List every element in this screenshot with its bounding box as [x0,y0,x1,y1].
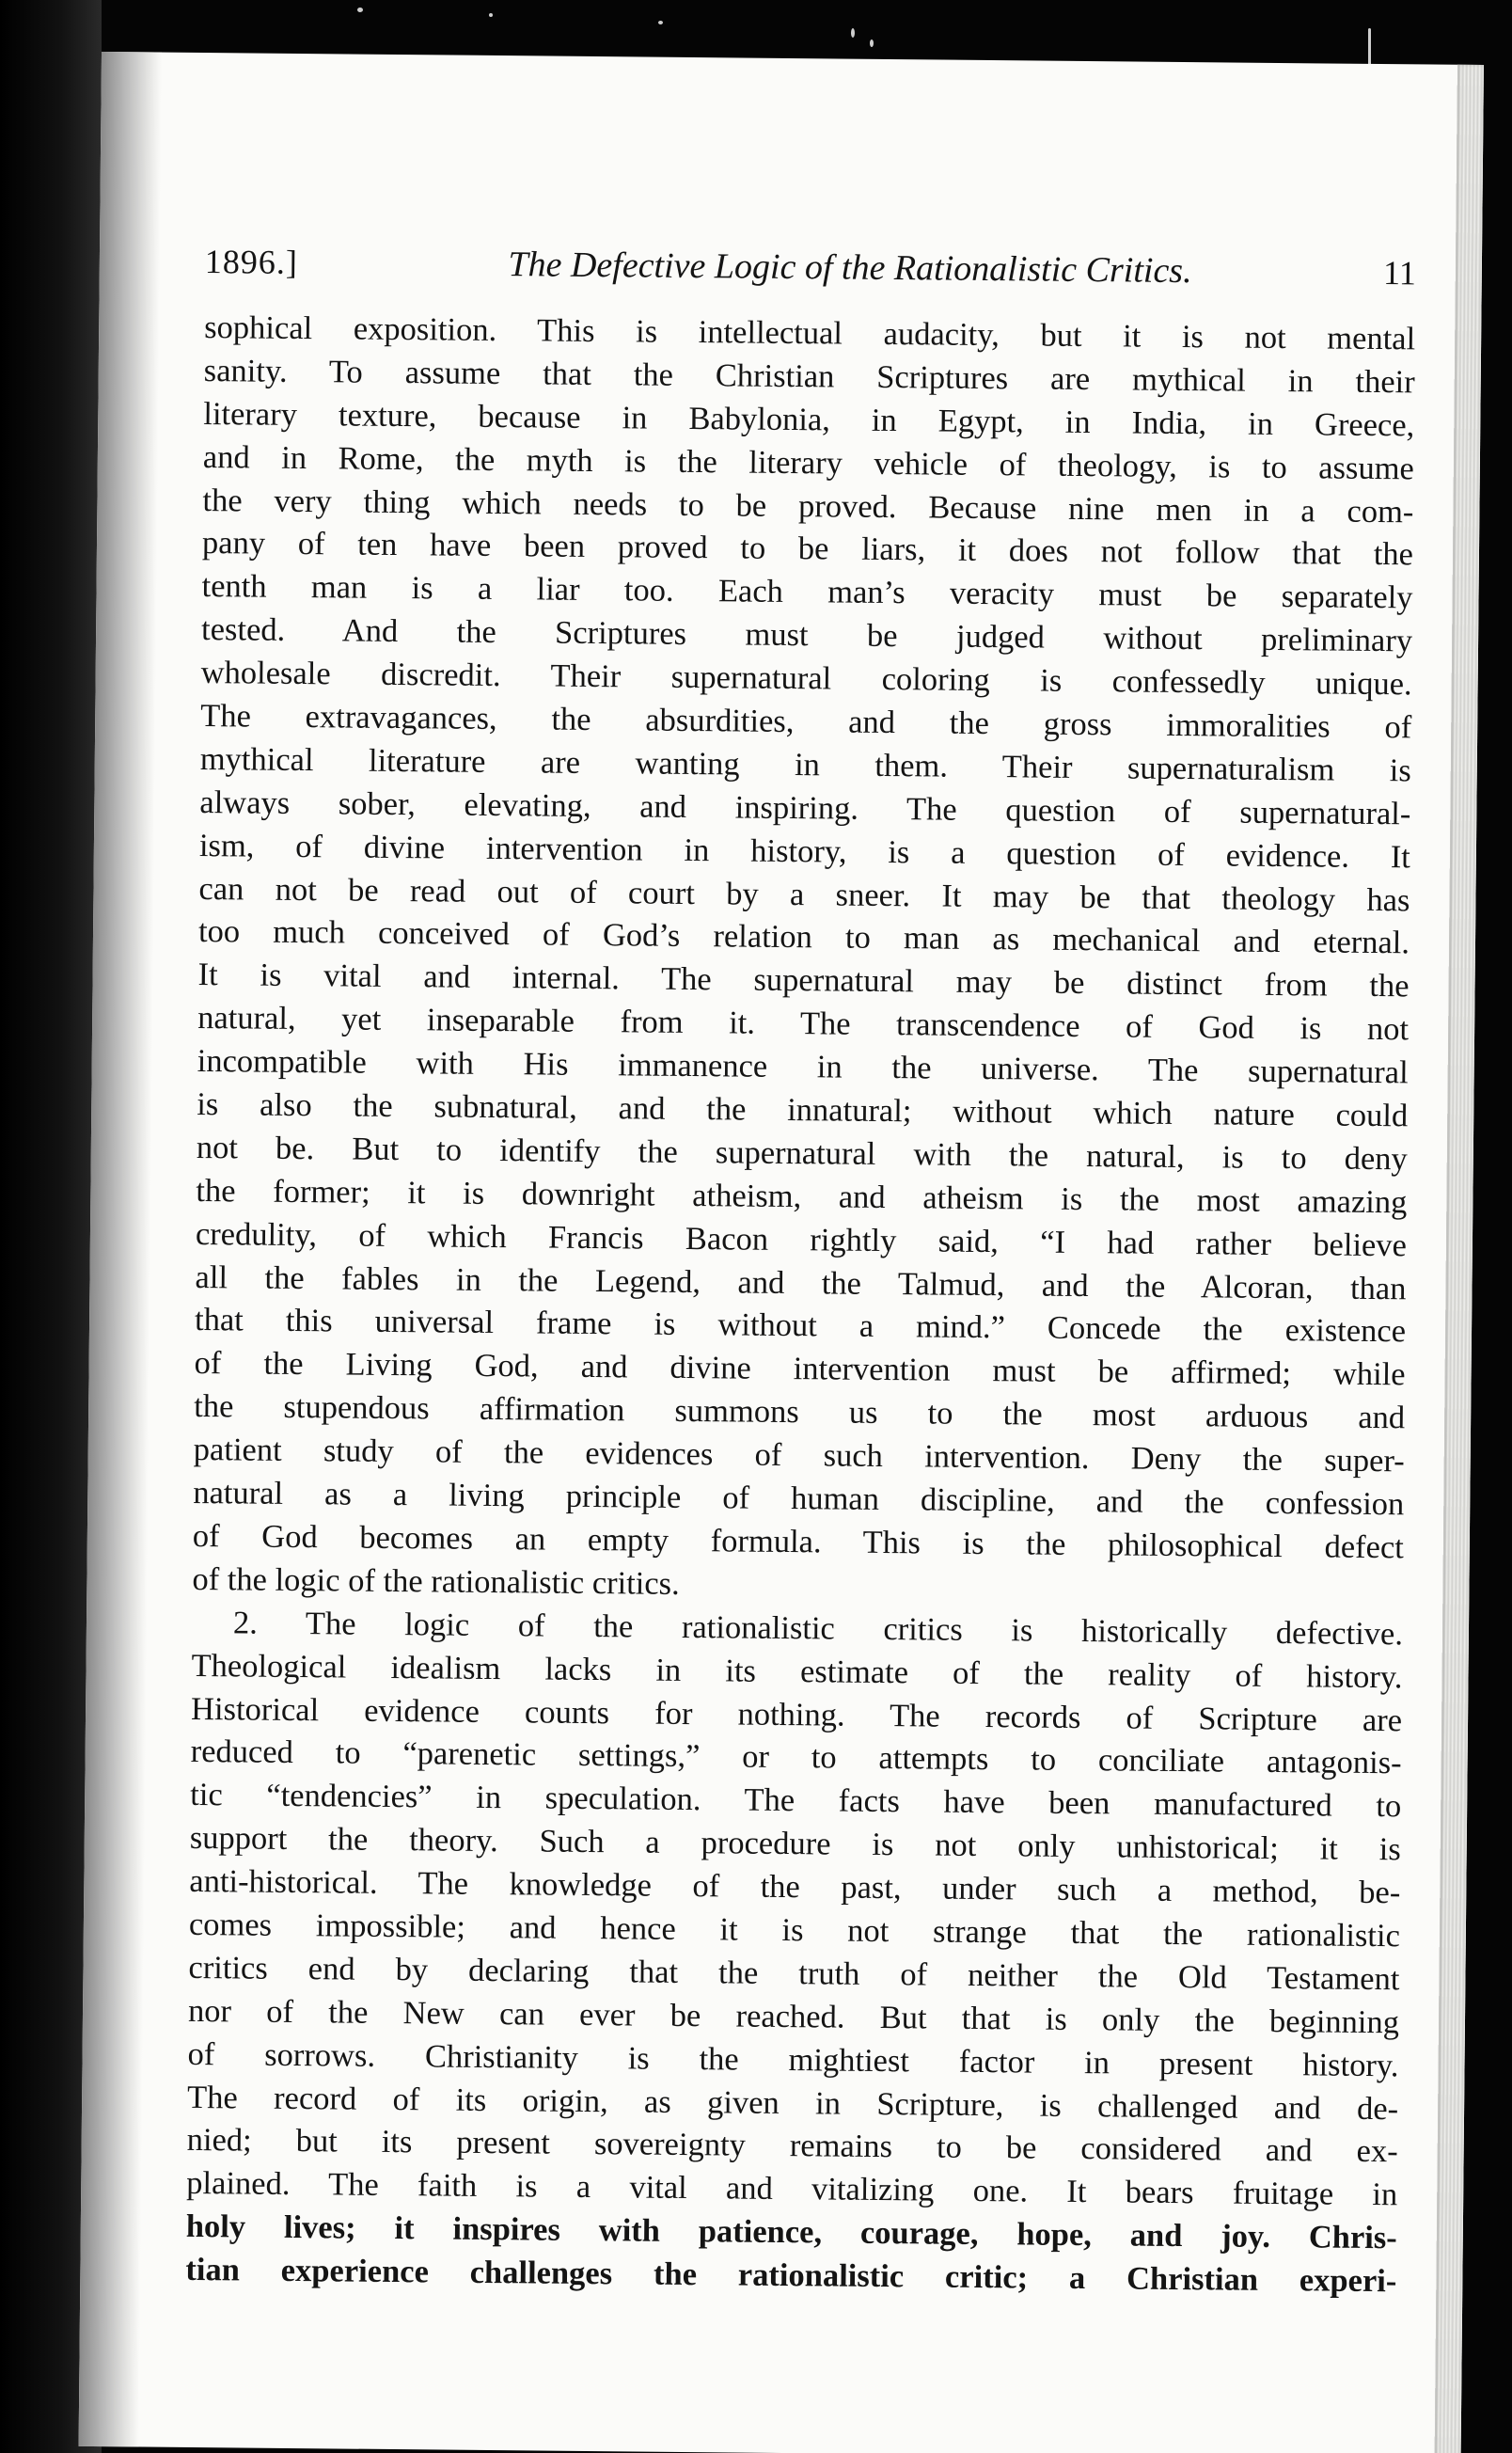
text-line: 2. The logic of the rationalistic critics is historically defective. [232,1605,1404,1653]
dust-speck [658,21,663,24]
text-line: The extravagances, the absurdities, and the gross immoralities of [200,698,1412,746]
text-line: the former; it is downright atheism, and atheism is the most amazing [196,1172,1408,1221]
text-line: tian experience challenges the rationalistic critic; a Christian experi- [185,2251,1397,2300]
text-line: support the theory. Such a procedure is not only unhistorical; it is [189,1820,1401,1868]
text-line: nied; but its present sovereignty remains to be considered and ex- [186,2122,1398,2170]
text-line: all the fables in the Legend, and the Talmud, and the Alcoran, than [195,1258,1407,1306]
text-line: literary texture, because in Babylonia, in Egypt, in India, in Greece, [203,395,1415,444]
text-line: pany of ten have been proved to be liars, it does not follow that the [201,525,1414,573]
text-line: the stupendous affirmation summons us to the most arduous and [194,1388,1406,1436]
text-line: of the logic of the rationalistic critics. [192,1560,680,1602]
text-line: tic “tendencies” in speculation. The facts have been manufactured to [190,1777,1402,1825]
dust-speck [357,8,363,12]
text-line: always sober, elevating, and inspiring. The question of supernatural- [199,783,1411,832]
text-line: ism, of divine intervention in history, is a question of evidence. It [198,827,1411,876]
paper-sheet [79,52,1484,2453]
text-line: can not be read out of court by a sneer. It may be that theology has [198,870,1410,918]
body-text [185,307,1415,2303]
text-line: nor of the New can ever be reached. But that is only the beginning [187,1992,1400,2041]
text-line: tested. And the Scriptures must be judged without preliminary [200,611,1413,659]
text-line: sophical exposition. This is intellectual audacity, but it is not mental [204,309,1416,357]
text-line: comes impossible; and hence it is not strange that the rationalistic [188,1906,1401,1954]
running-head [204,241,1416,312]
text-line: too much conceived of God’s relation to man as mechanical and eternal. [197,913,1410,961]
text-line: reduced to “parenetic settings,” or to attempts to conciliate antagonis- [190,1733,1402,1781]
text-line: wholesale discredit. Their supernatural coloring is confessedly unique. [200,655,1412,703]
text-line: that this universal frame is without a mind.” Concede the existence [194,1302,1407,1350]
text-line: patient study of the evidences of such intervention. Deny the super- [193,1432,1405,1480]
text-line: Historical evidence counts for nothing. The records of Scripture are [190,1690,1403,1738]
text-line: the very thing which needs to be proved. Because nine men in a com- [202,482,1414,530]
page-text-block [185,241,1416,2303]
text-line: and in Rome, the myth is the literary vehicle of theology, is to assume [202,438,1415,487]
text-line: is also the subnatural, and the innatural; without which nature could [197,1086,1409,1134]
text-line: The record of its origin, as given in Scripture, is challenged and de- [186,2079,1399,2127]
text-line: of the Living God, and divine intervention must be affirmed; while [194,1345,1406,1393]
text-line: tenth man is a liar too. Each man’s veracity must be separately [201,568,1413,616]
text-line: It is vital and internal. The supernatural may be distinct from the [197,957,1410,1005]
dust-speck [851,28,855,38]
text-line: of God becomes an empty formula. This is the philosophical defect [192,1517,1405,1566]
dust-speck [489,13,493,17]
text-line: anti-historical. The knowledge of the past, under such a method, be- [189,1862,1401,1911]
text-line: incompatible with His immanence in the universe. The supernatural [197,1043,1409,1091]
text-line: not be. But to identify the supernatural with the natural, is to deny [196,1129,1408,1178]
dust-speck [870,40,874,47]
text-line: natural as a living principle of human discipline, and the confession [193,1474,1405,1523]
running-head-title: The Defective Logic of the Rationalistic Critics. [508,245,1192,292]
text-line: plained. The faith is a vital and vitalizing one. It bears fruitage in [186,2165,1398,2213]
text-line: Theological idealism lacks in its estimate of the reality of history. [191,1647,1403,1695]
text-line: critics end by declaring that the truth of neither the Old Testament [188,1949,1400,1998]
page-edge-stack [1435,65,1484,2453]
page-number: 11 [1382,254,1417,293]
running-head-year: 1896.] [204,243,299,281]
text-line: natural, yet inseparable from it. The transcendence of God is not [197,1000,1410,1048]
text-line: of sorrows. Christianity is the mightiest factor in present history. [187,2035,1399,2083]
text-line: sanity. To assume that the Christian Scriptures are mythical in their [203,352,1415,401]
text-line: holy lives; it inspires with patience, courage, hope, and joy. Chris- [185,2208,1397,2256]
text-line: credulity, of which Francis Bacon rightly said, “I had rather believe [195,1215,1408,1264]
text-line: mythical literature are wanting in them. Their supernaturalism is [199,740,1411,789]
